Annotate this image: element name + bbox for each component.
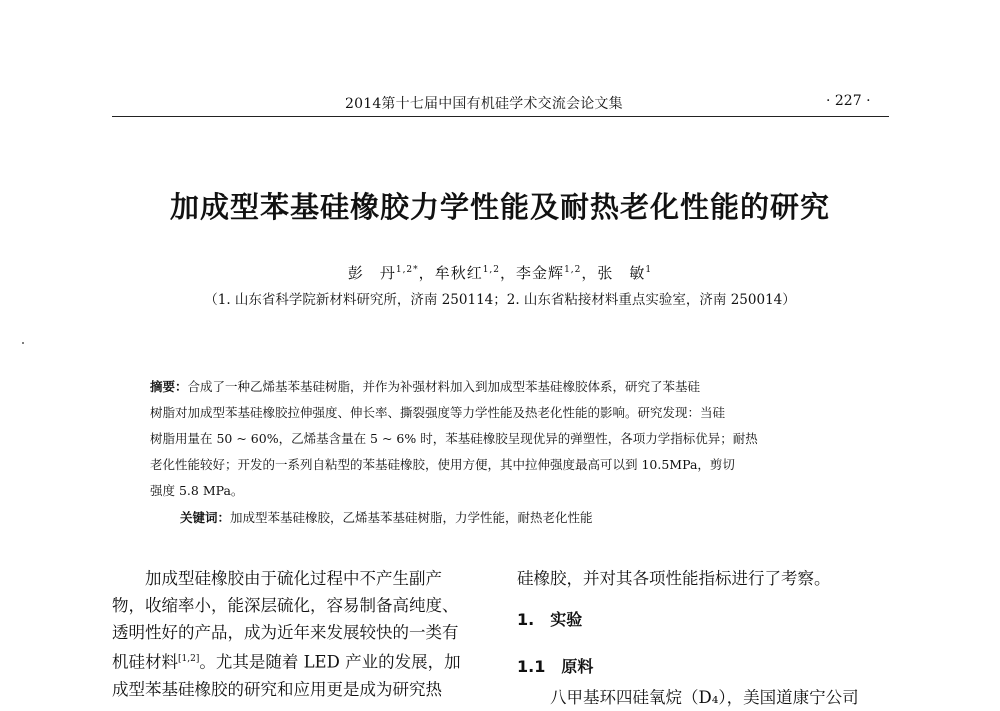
body-line: 硅橡胶，并对其各项性能指标进行了考察。: [517, 569, 831, 588]
author-affil-mark: 1: [645, 265, 653, 275]
body-line: 物，收缩率小，能深层硫化，容易制备高纯度、: [112, 596, 459, 615]
affiliation: （1. 山东省科学院新材料研究所，济南 250114；2. 山东省粘接材料重点实验室，济南 250014）: [204, 292, 796, 308]
body-column-left: [112, 565, 492, 703]
author-separator: ，: [418, 264, 435, 282]
abstract-label: 摘要：: [150, 379, 188, 394]
keywords-label: 关键词：: [180, 510, 231, 525]
body-line: 成型苯基硅橡胶的研究和应用更是成为研究热: [112, 679, 442, 699]
abstract-line: 树脂对加成型苯基硅橡胶拉伸强度、伸长率、撕裂强度等力学性能及热老化性能的影响。研究发现：当硅: [150, 405, 726, 420]
author-affil-mark: 1,2: [482, 265, 501, 275]
body-line: 透明性好的产品，成为近年来发展较快的一类有: [112, 623, 459, 642]
abstract-line: 强度 5.8 MPa。: [150, 483, 244, 498]
keywords: [180, 508, 593, 526]
body-line: 八甲基环四硅氧烷（D₄），美国道康宁公司: [517, 688, 859, 707]
subsection-heading: 1.1 原料: [517, 657, 594, 676]
body-text: 机硅材料: [112, 652, 178, 672]
paper-title: 加成型苯基硅橡胶力学性能及耐热老化性能的研究: [169, 190, 830, 224]
author-name: 李金辉: [516, 264, 565, 282]
abstract: [150, 374, 860, 504]
abstract-line: [150, 374, 860, 400]
abstract-line: 树脂用量在 50 ~ 60%，乙烯基含量在 5 ~ 6% 时，苯基硅橡胶呈现优异的弹塑性，各项力学指标优异；耐热: [150, 431, 758, 446]
keywords-text: 加成型苯基硅橡胶，乙烯基苯基硅树脂，力学性能，耐热老化性能: [230, 510, 593, 525]
body-line: 加成型硅橡胶由于硫化过程中不产生副产: [112, 569, 442, 588]
page-number: · 227 ·: [826, 93, 871, 109]
author-list: [0, 262, 1000, 283]
author-name: 张 敏: [597, 264, 646, 282]
author-affil-mark: 1,2*: [395, 265, 419, 275]
body-line: [112, 646, 492, 676]
author-name: 牟秋红: [434, 264, 483, 282]
body-text: 。尤其是随着 LED 产业的发展，加: [199, 652, 461, 672]
section-heading: 1. 实验: [517, 610, 583, 629]
author-affil-mark: 1,2: [564, 265, 582, 275]
abstract-line: 老化性能较好；开发的一系列自粘型的苯基硅橡胶，使用方便，其中拉伸强度最高可以到 10.5MPa，剪切: [150, 457, 735, 472]
running-header-title: 2014第十七届中国有机硅学术交流会论文集: [345, 96, 623, 112]
scan-speck: [22, 342, 24, 344]
author-separator: ，: [581, 264, 598, 282]
citation-mark: [1,2]: [178, 654, 200, 664]
author-name: 彭 丹: [347, 264, 396, 282]
abstract-text: 合成了一种乙烯基苯基硅树脂，并作为补强材料加入到加成型苯基硅橡胶体系，研究了苯基硅: [187, 379, 701, 394]
body-column-right: [517, 565, 897, 711]
header-rule: [112, 116, 889, 117]
author-separator: ，: [500, 264, 517, 282]
